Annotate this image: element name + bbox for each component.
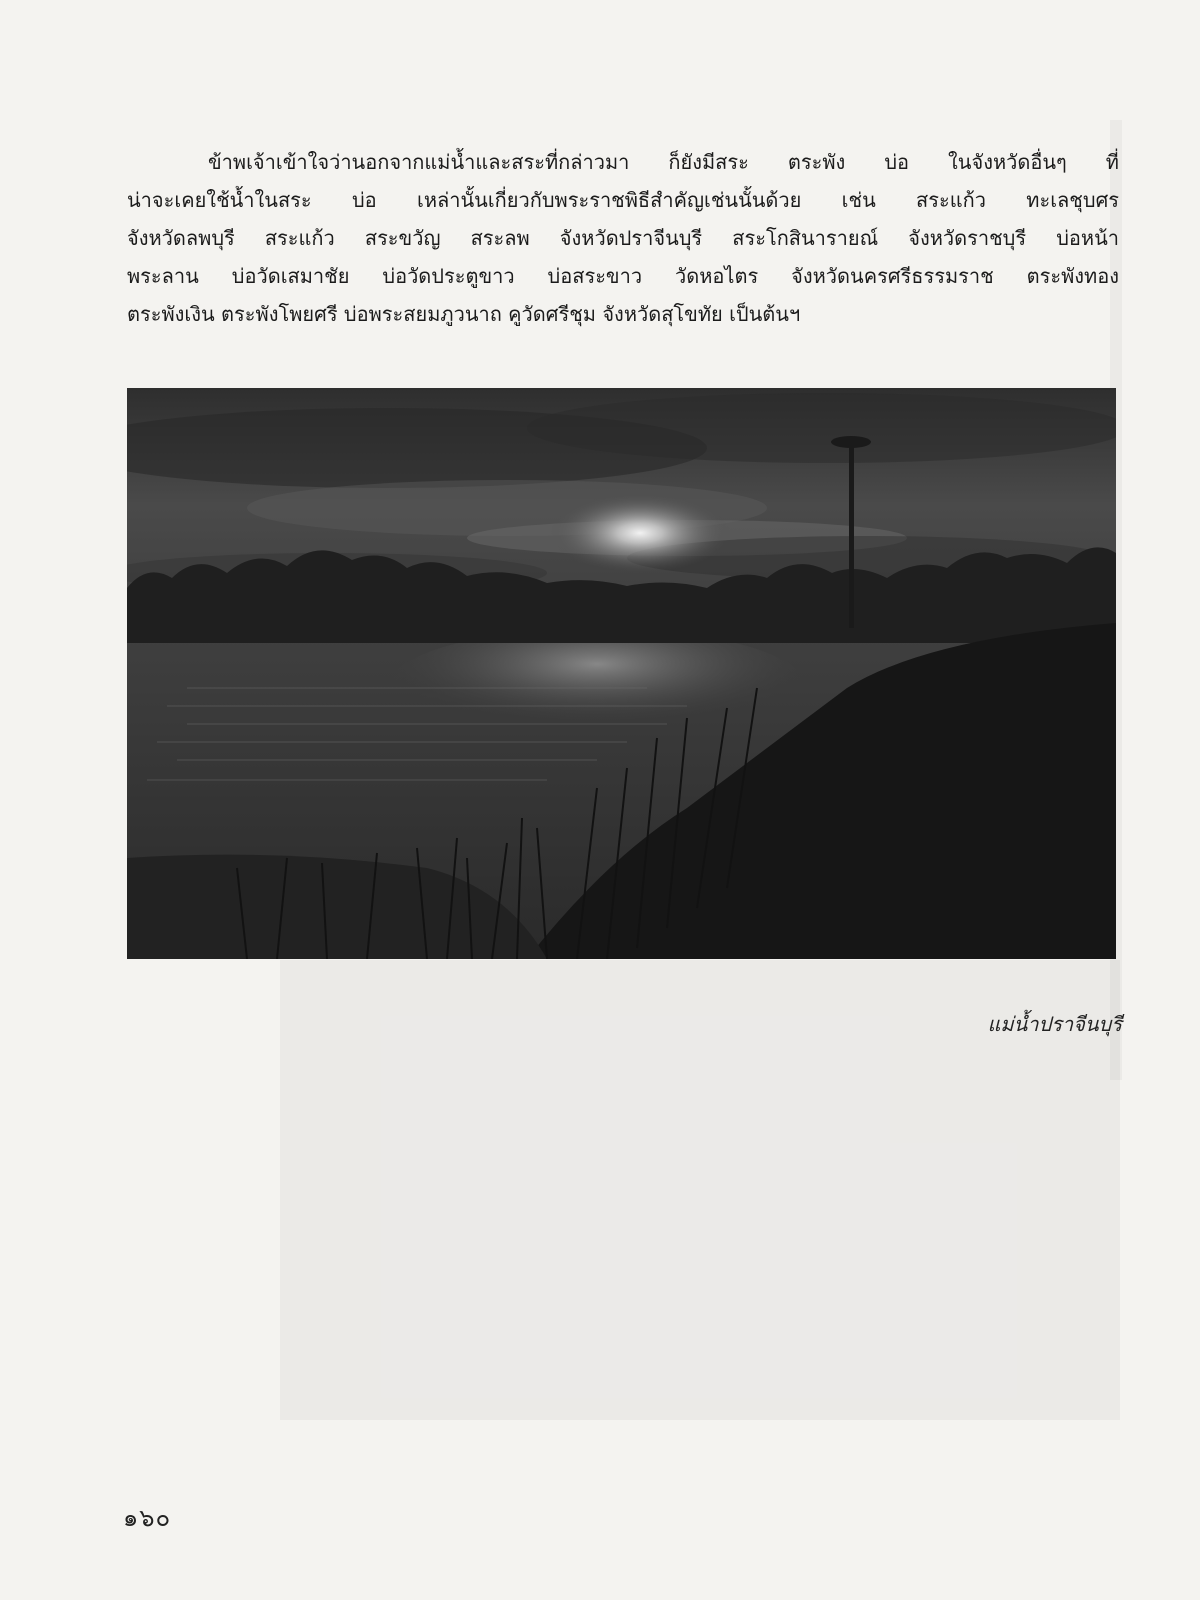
paragraph-line: ตระพังเงิน ตระพังโพยศรี บ่อพระสยมภูวนาถ คูวัดศรีชุม จังหวัดสุโขทัย เป็นต้นฯ	[127, 302, 801, 326]
body-paragraph	[127, 143, 1119, 333]
page-number: ๑๖๐	[123, 1504, 172, 1532]
paragraph-line: น่าจะเคยใช้น้ำในสระ บ่อ เหล่านั้นเกี่ยวกับพระราชพิธีสำคัญเช่นนั้นด้วย เช่น สระแก้ว ทะเลชุบศร	[127, 188, 1119, 212]
paragraph-line: ข้าพเจ้าเข้าใจว่านอกจากแม่น้ำและสระที่กล่าวมา ก็ยังมีสระ ตระพัง บ่อ ในจังหวัดอื่นๆ ที่	[208, 150, 1119, 174]
river-sunset-photo	[127, 388, 1116, 959]
paragraph-line: จังหวัดลพบุรี สระแก้ว สระขวัญ สระลพ จังหวัดปราจีนบุรี สระโกสินารายณ์ จังหวัดราชบุรี บ่อหน้า	[127, 226, 1119, 250]
photo-caption: แม่น้ำปราจีนบุรี	[987, 1012, 1122, 1036]
photo-illustration	[127, 388, 1116, 959]
paragraph-line: พระลาน บ่อวัดเสมาชัย บ่อวัดประตูขาว บ่อสระขาว วัดหอไตร จังหวัดนครศรีธรรมราช ตระพังทอง	[127, 264, 1119, 288]
